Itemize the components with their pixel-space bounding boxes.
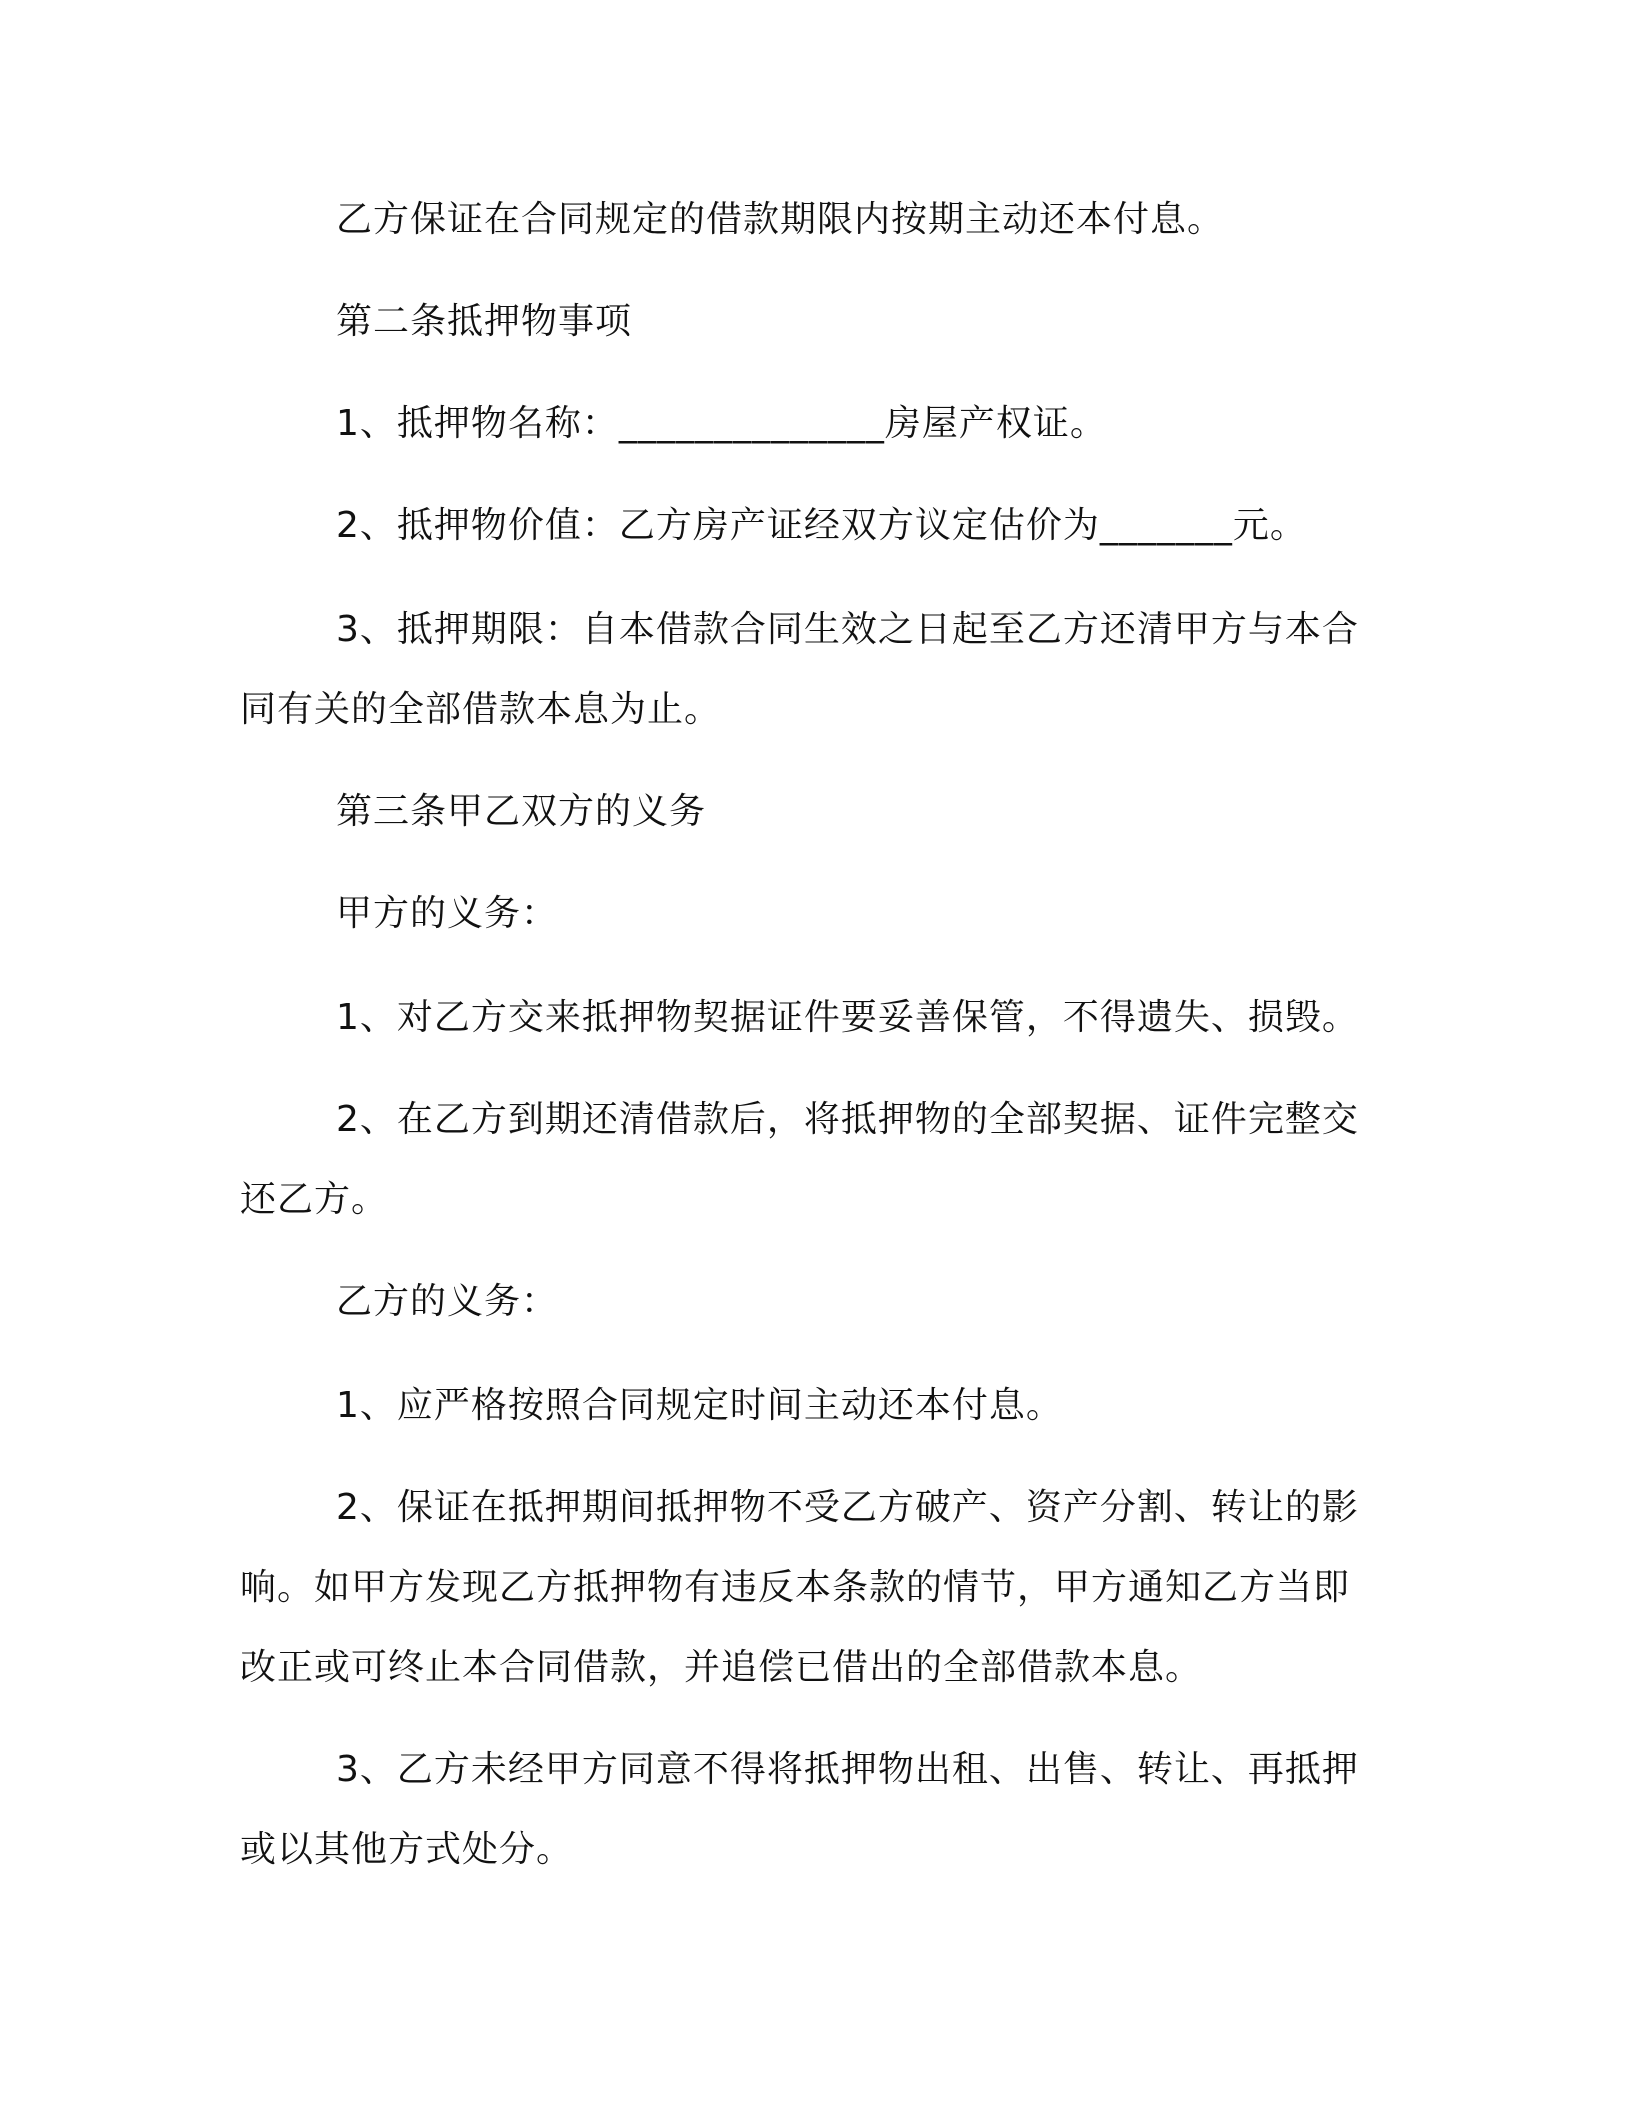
section-heading-article-3: 第三条甲乙双方的义务 [336, 791, 707, 832]
paragraph-party-a-duty-2: 2、在乙方到期还清借款后，将抵押物的全部契据、证件完整交还乙方。 [240, 1099, 1359, 1220]
paragraph-collateral-name: 1、抵押物名称：______________房屋产权证。 [336, 403, 1107, 444]
section-heading-article-2: 第二条抵押物事项 [336, 301, 633, 342]
paragraph-party-b-duty-2: 2、保证在抵押期间抵押物不受乙方破产、资产分割、转让的影响。如甲方发现乙方抵押物有违反本条款的情节，甲方通知乙方当即改正或可终止本合同借款，并追偿已借出的全部借款本息。 [240, 1487, 1359, 1688]
paragraph-repayment-guarantee: 乙方保证在合同规定的借款期限内按期主动还本付息。 [336, 199, 1225, 240]
subheading-party-b-duties: 乙方的义务： [336, 1281, 559, 1322]
paragraph-collateral-term: 3、抵押期限：自本借款合同生效之日起至乙方还清甲方与本合同有关的全部借款本息为止。 [240, 609, 1359, 730]
paragraph-party-a-duty-1: 1、对乙方交来抵押物契据证件要妥善保管，不得遗失、损毁。 [336, 997, 1359, 1038]
paragraph-party-b-duty-1: 1、应严格按照合同规定时间主动还本付息。 [336, 1385, 1063, 1426]
paragraph-party-b-duty-3: 3、乙方未经甲方同意不得将抵押物出租、出售、转让、再抵押或以其他方式处分。 [240, 1749, 1359, 1870]
subheading-party-a-duties: 甲方的义务： [336, 893, 559, 934]
paragraph-collateral-value: 2、抵押物价值：乙方房产证经双方议定估价为_______元。 [336, 505, 1307, 546]
